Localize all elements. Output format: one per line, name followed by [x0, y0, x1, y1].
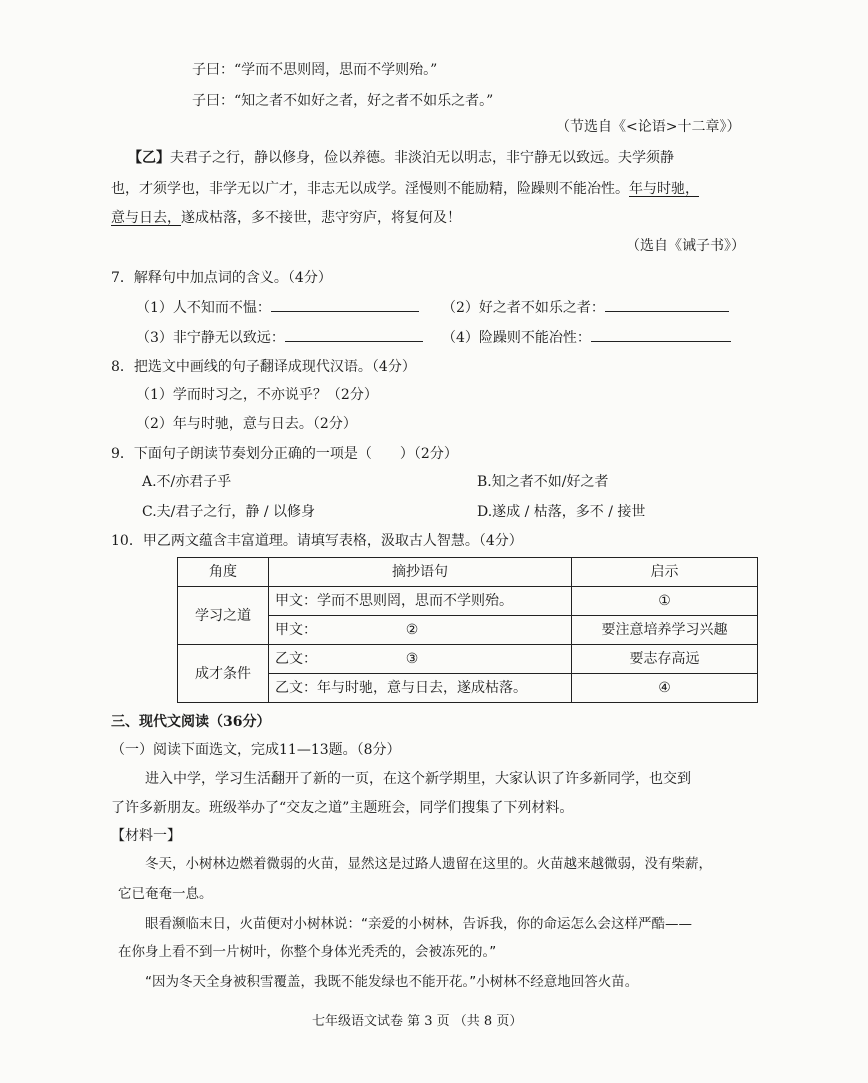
yi-source: （选自《诫子书》）	[626, 238, 745, 254]
row2-quote-label: 甲文：	[275, 622, 317, 638]
q7-item-1-text: （1）人不知而不愠：	[136, 300, 271, 316]
material-label: 【材料一】	[111, 828, 181, 844]
q7-answer-blank-4[interactable]	[591, 327, 731, 342]
yi-underlined-2: 意与日去，	[111, 210, 181, 226]
q7-item-3-text: （3）非宁静无以致远：	[136, 330, 285, 346]
table-header-row	[178, 558, 758, 587]
row1-quote: 甲文：学而不思则罔，思而不学则殆。	[269, 587, 572, 616]
yi-underlined-1: 年与时驰，	[629, 181, 699, 197]
material-line-2: 它已奄奄一息。	[118, 886, 213, 902]
page-footer: 七年级语文试卷 第 3 页 （共 8 页）	[312, 1014, 523, 1029]
yi-text-3: 遂成枯落，多不接世，悲守穷庐，将复何及！	[181, 210, 461, 226]
row3-blank[interactable]: ③	[405, 651, 419, 667]
table-row	[178, 587, 758, 616]
row2-insight: 要注意培养学习兴趣	[572, 616, 758, 645]
intro-line-1: 进入中学，学习生活翻开了新的一页，在这个新学期里，大家认识了许多新同学，也交到	[145, 771, 691, 787]
header-angle: 角度	[178, 558, 269, 587]
q7-item-2	[442, 297, 729, 318]
q7-item-4	[442, 327, 731, 348]
q8-item-1: （1）学而时习之，不亦说乎？（2分）	[136, 387, 378, 403]
group-learning: 学习之道	[178, 587, 269, 645]
q7-answer-blank-1[interactable]	[271, 297, 419, 312]
row1-insight[interactable]: ①	[572, 587, 758, 616]
subsection-heading: （一）阅读下面选文，完成11—13题。（8分）	[111, 742, 401, 758]
row2-quote[interactable]	[269, 616, 572, 645]
header-insight: 启示	[572, 558, 758, 587]
material-line-5: “因为冬天全身被积雪覆盖，我既不能发绿也不能开花。”小树林不经意地回答火苗。	[145, 974, 639, 990]
q8-item-2: （2）年与时驰，意与日去。（2分）	[136, 416, 357, 432]
yi-text-2: 也，才须学也，非学无以广才，非志无以成学。淫慢则不能励精，险躁则不能冶性。	[111, 181, 629, 197]
group-success: 成才条件	[178, 645, 269, 703]
q7-item-2-text: （2）好之者不如乐之者：	[442, 300, 605, 316]
material-line-4: 在你身上看不到一片树叶，你整个身体光秃秃的，会被冻死的。”	[118, 944, 497, 960]
q7-item-4-text: （4）险躁则不能冶性：	[442, 330, 591, 346]
yi-text-1: 夫君子之行，静以修身，俭以养德。非淡泊无以明志，非宁静无以致远。夫学须静	[170, 150, 674, 166]
q7-answer-blank-3[interactable]	[285, 327, 423, 342]
jia-source: （节选自《<论语>十二章》）	[556, 119, 741, 135]
q8-stem: 8．把选文中画线的句子翻译成现代汉语。（4分）	[111, 359, 416, 375]
q7-item-1	[136, 297, 419, 318]
q10-table	[177, 557, 758, 703]
yi-line-2	[111, 179, 699, 199]
table-row	[178, 645, 758, 674]
row3-quote[interactable]	[269, 645, 572, 674]
q9-option-c[interactable]: C.夫/君子之行，静 / 以修身	[142, 504, 315, 520]
yi-label: 【乙】	[128, 150, 170, 166]
yi-line-1	[128, 148, 674, 168]
q10-stem: 10．甲乙两文蕴含丰富道理。请填写表格，汲取古人智慧。（4分）	[111, 533, 523, 549]
row3-insight: 要志存高远	[572, 645, 758, 674]
q9-option-b[interactable]: B.知之者不如/好之者	[477, 474, 609, 490]
row4-insight[interactable]: ④	[572, 674, 758, 703]
row3-quote-label: 乙文：	[275, 651, 317, 667]
q7-answer-blank-2[interactable]	[605, 297, 729, 312]
q7-stem: 7．解释句中加点词的含义。（4分）	[111, 270, 332, 286]
section-heading: 三、现代文阅读（36分）	[111, 714, 271, 730]
jia-line-1: 子曰：“学而不思则罔，思而不学则殆。”	[192, 62, 438, 78]
header-quote: 摘抄语句	[269, 558, 572, 587]
row4-quote: 乙文：年与时驰，意与日去，遂成枯落。	[269, 674, 572, 703]
q7-item-3	[136, 327, 423, 348]
material-line-1: 冬天，小树林边燃着微弱的火苗，显然这是过路人遗留在这里的。火苗越来越微弱，没有柴薪，	[145, 856, 712, 872]
q9-stem: 9．下面句子朗读节奏划分正确的一项是（ ）（2分）	[111, 446, 458, 462]
material-line-3: 眼看濒临末日，火苗便对小树林说：“亲爱的小树林，告诉我，你的命运怎么会这样严酷——	[145, 916, 692, 932]
jia-line-2: 子曰：“知之者不如好之者，好之者不如乐之者。”	[192, 93, 494, 109]
row2-blank[interactable]: ②	[405, 622, 419, 638]
yi-line-3	[111, 208, 461, 228]
intro-line-2: 了许多新朋友。班级举办了“交友之道”主题班会，同学们搜集了下列材料。	[111, 800, 574, 816]
q9-option-a[interactable]: A.不/亦君子乎	[142, 474, 232, 490]
q9-option-d[interactable]: D.遂成 / 枯落，多不 / 接世	[477, 504, 646, 520]
